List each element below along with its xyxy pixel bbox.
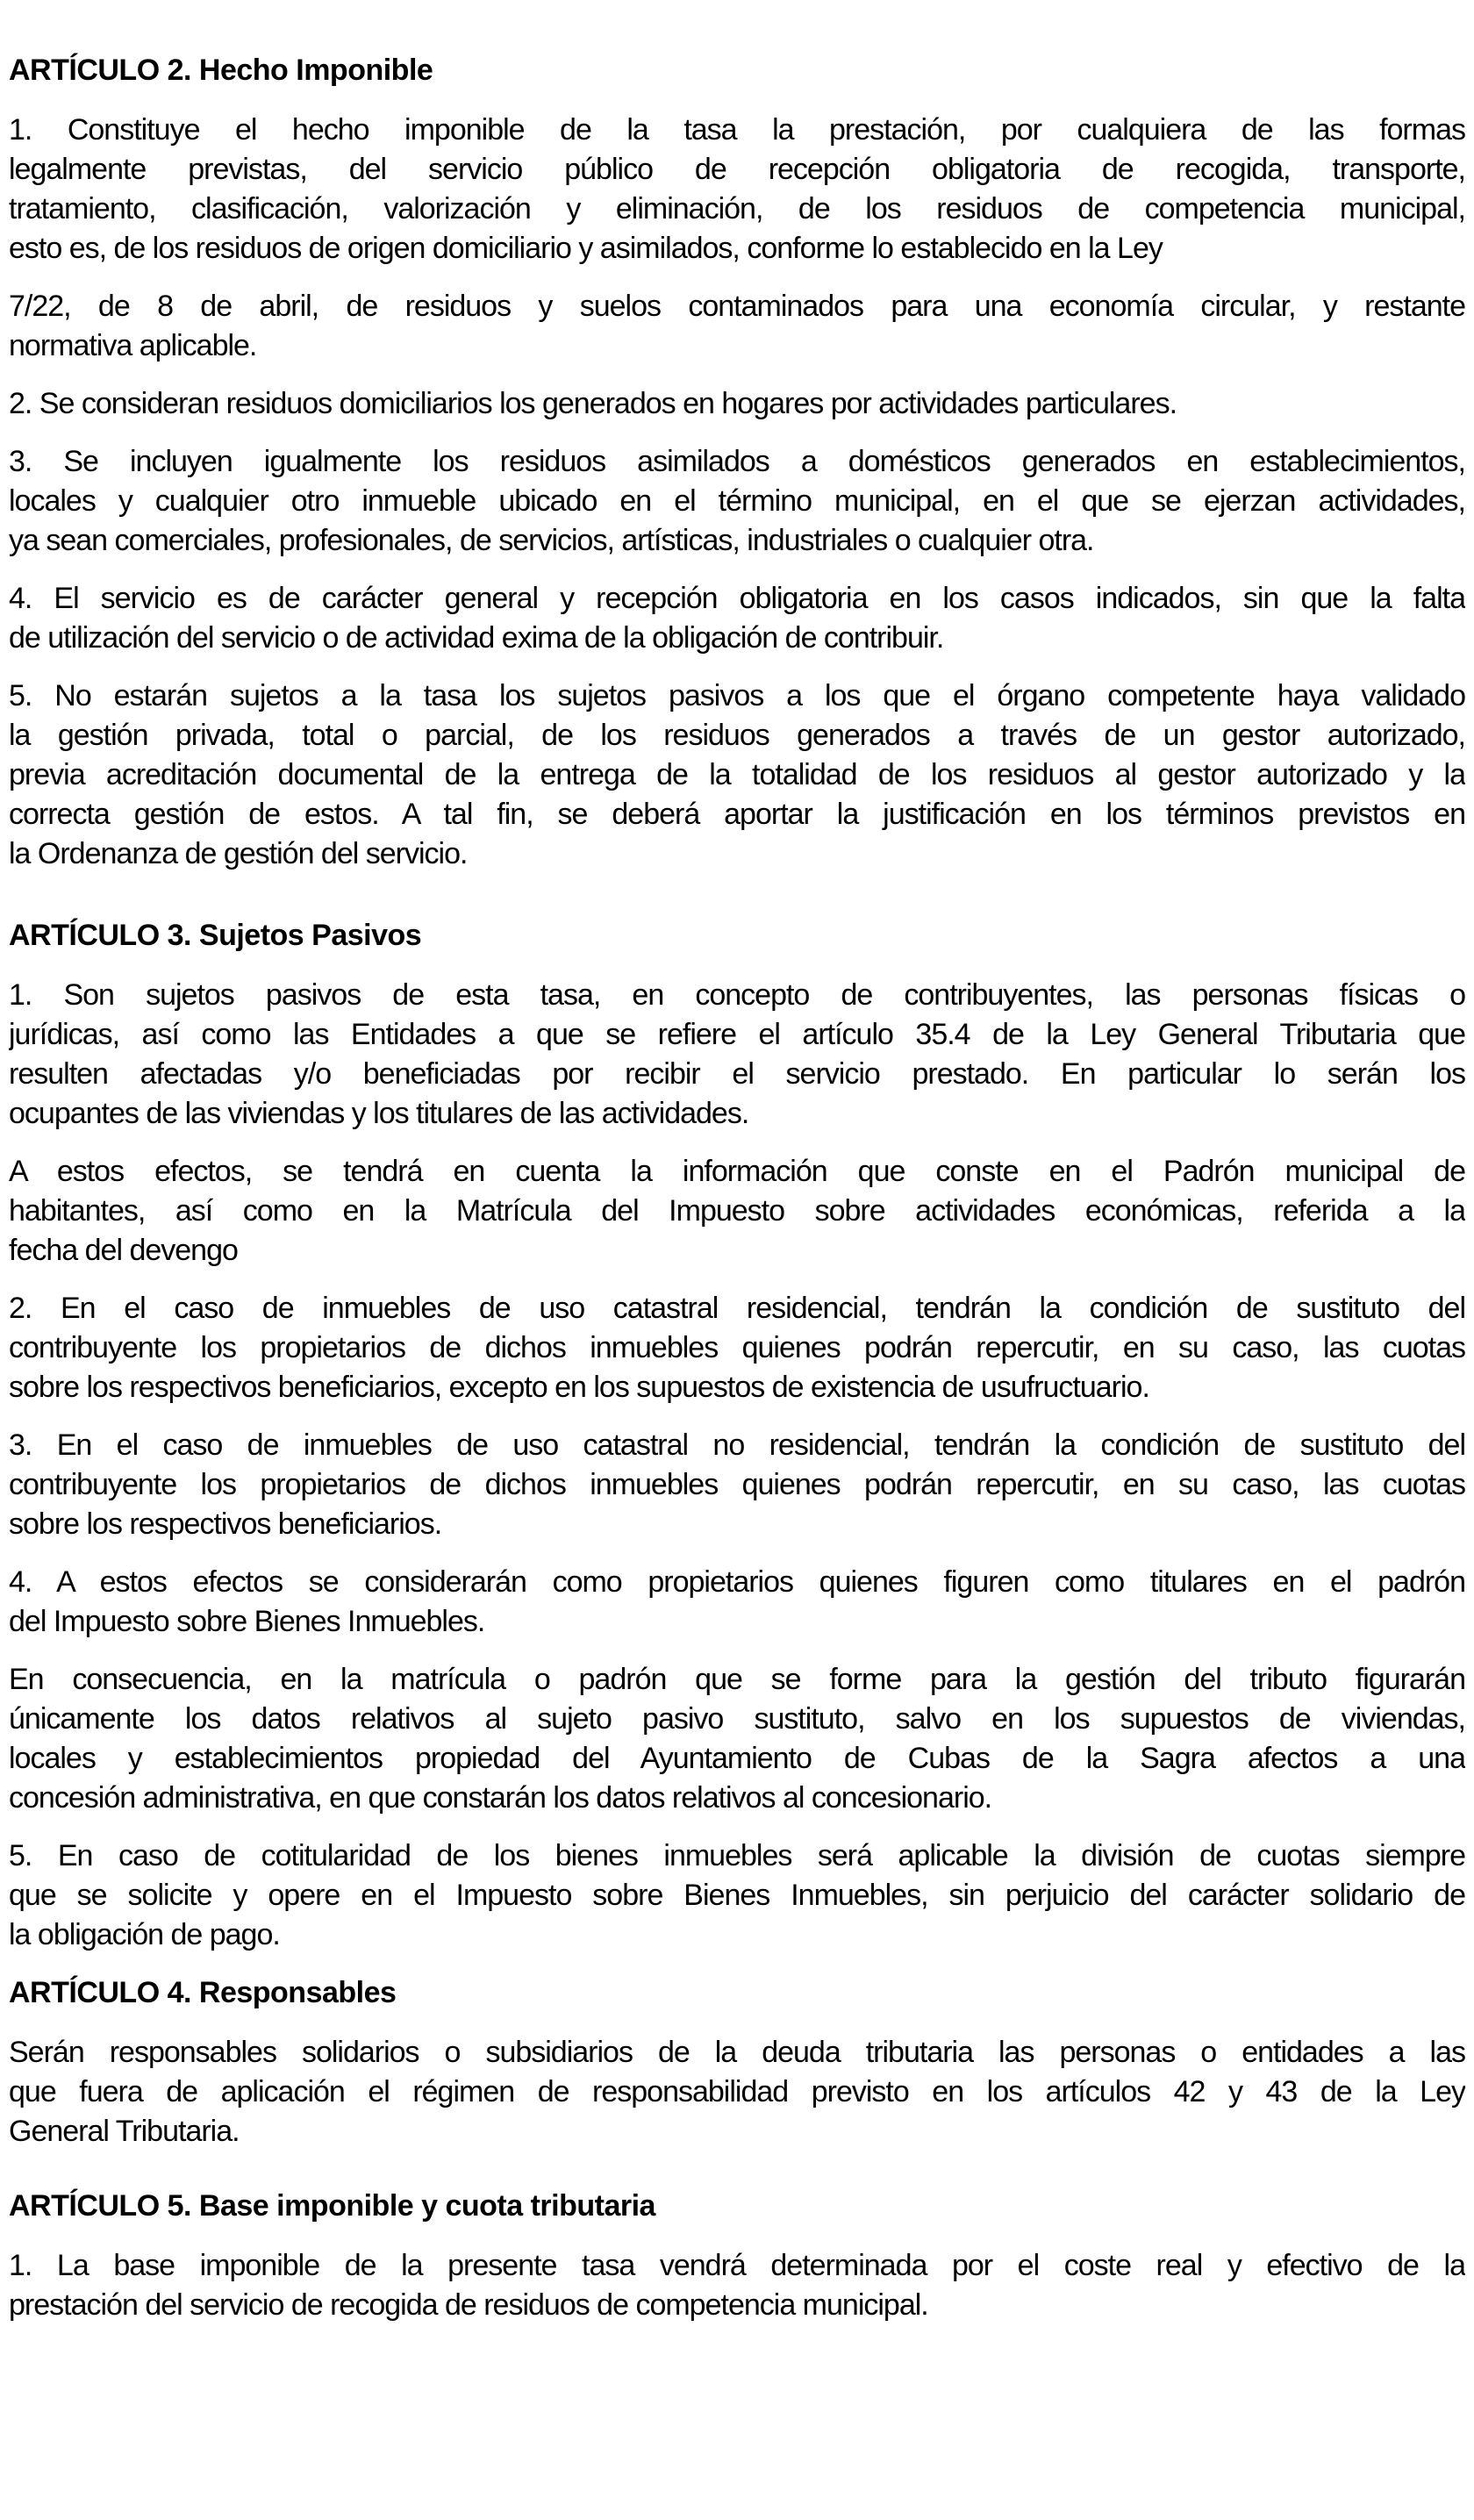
paragraph	[9, 677, 1465, 874]
text-line: ocupantes de las viviendas y los titulares de las actividades.	[9, 1097, 749, 1130]
text-line: 3. En el caso de inmuebles de uso catastral no residencial, tendrán la condición de sustituto del	[9, 1428, 1465, 1462]
text-line: 2. En el caso de inmuebles de uso catastral residencial, tendrán la condición de sustituto del	[9, 1292, 1465, 1325]
text-line: resulten afectadas y/o beneficiadas por recibir el servicio prestado. En particular lo serán los	[9, 1057, 1465, 1091]
text-line: que fuera de aplicación el régimen de responsabilidad previsto en los artículos 42 y 43 de la Ley	[9, 2075, 1465, 2108]
paragraph	[9, 2033, 1465, 2151]
text-line: sobre los respectivos beneficiarios.	[9, 1507, 442, 1541]
text-line: habitantes, así como en la Matrícula del Impuesto sobre actividades económicas, referida a la	[9, 1194, 1465, 1228]
paragraph	[9, 579, 1465, 658]
text-line: contribuyente los propietarios de dichos inmuebles quienes podrán repercutir, en su caso, las cuotas	[9, 1331, 1465, 1364]
text-line: 2. Se consideran residuos domiciliarios los generados en hogares por actividades particulares.	[9, 387, 1177, 420]
text-line: correcta gestión de estos. A tal fin, se deberá aportar la justificación en los términos previstos en	[9, 798, 1465, 831]
paragraph	[9, 976, 1465, 1134]
text-line: 1. Son sujetos pasivos de esta tasa, en concepto de contribuyentes, las personas físicas o	[9, 978, 1465, 1012]
article-heading-article-2: ARTÍCULO 2. Hecho Imponible	[9, 54, 433, 87]
text-line: 1. Constituye el hecho imponible de la tasa la prestación, por cualquiera de las formas	[9, 113, 1465, 147]
paragraph	[9, 1563, 1465, 1642]
text-line: jurídicas, así como las Entidades a que se refiere el artículo 35.4 de la Ley General Tributaria que	[9, 1018, 1465, 1051]
text-line: sobre los respectivos beneficiarios, excepto en los supuestos de existencia de usufructuario.	[9, 1371, 1149, 1404]
paragraph	[9, 1152, 1465, 1271]
text-line: legalmente previstas, del servicio público de recepción obligatoria de recogida, transporte,	[9, 153, 1465, 186]
text-line: locales y establecimientos propiedad del Ayuntamiento de Cubas de la Sagra afectos a una	[9, 1742, 1465, 1775]
paragraph	[9, 1660, 1465, 1818]
text-line: tratamiento, clasificación, valorización y eliminación, de los residuos de competencia municipal,	[9, 192, 1465, 226]
text-line: 7/22, de 8 de abril, de residuos y suelos contaminados para una economía circular, y restante	[9, 290, 1465, 323]
paragraph	[9, 1836, 1465, 1955]
text-line: únicamente los datos relativos al sujeto pasivo sustituto, salvo en los supuestos de viviendas,	[9, 1702, 1465, 1736]
text-line: 5. No estarán sujetos a la tasa los sujetos pasivos a los que el órgano competente haya validado	[9, 679, 1465, 712]
text-line: normativa aplicable.	[9, 329, 257, 362]
paragraph	[9, 1289, 1465, 1407]
text-line: de utilización del servicio o de actividad exima de la obligación de contribuir.	[9, 621, 944, 655]
text-line: 4. El servicio es de carácter general y recepción obligatoria en los casos indicados, sin que la falta	[9, 582, 1465, 615]
paragraph	[9, 1426, 1465, 1544]
text-line: contribuyente los propietarios de dichos inmuebles quienes podrán repercutir, en su caso, las cuotas	[9, 1468, 1465, 1501]
text-line: prestación del servicio de recogida de residuos de competencia municipal.	[9, 2288, 928, 2322]
text-line: ya sean comerciales, profesionales, de servicios, artísticas, industriales o cualquier otra.	[9, 524, 1094, 557]
text-line: esto es, de los residuos de origen domiciliario y asimilados, conforme lo establecido en la Ley	[9, 232, 1163, 265]
text-line: del Impuesto sobre Bienes Inmuebles.	[9, 1605, 485, 1638]
paragraph	[9, 2246, 1465, 2325]
paragraph	[9, 111, 1465, 268]
text-line: concesión administrativa, en que constarán los datos relativos al concesionario.	[9, 1781, 992, 1815]
text-line: locales y cualquier otro inmueble ubicado en el término municipal, en el que se ejerzan actividades,	[9, 484, 1465, 518]
text-line: 5. En caso de cotitularidad de los bienes inmuebles será aplicable la división de cuotas siempre	[9, 1839, 1465, 1872]
text-line: En consecuencia, en la matrícula o padrón que se forme para la gestión del tributo figurarán	[9, 1663, 1465, 1696]
text-line: fecha del devengo	[9, 1234, 238, 1267]
text-line: 4. A estos efectos se considerarán como propietarios quienes figuren como titulares en el padrón	[9, 1565, 1465, 1599]
text-line: General Tributaria.	[9, 2115, 240, 2148]
text-line: la Ordenanza de gestión del servicio.	[9, 837, 468, 870]
text-line: 1. La base imponible de la presente tasa vendrá determinada por el coste real y efectivo de la	[9, 2249, 1465, 2282]
article-heading-article-4: ARTÍCULO 4. Responsables	[9, 1976, 397, 2009]
text-line: previa acreditación documental de la entrega de la totalidad de los residuos al gestor autorizado y la	[9, 758, 1465, 791]
text-line: A estos efectos, se tendrá en cuenta la información que conste en el Padrón municipal de	[9, 1155, 1465, 1188]
article-heading-article-5: ARTÍCULO 5. Base imponible y cuota tributaria	[9, 2189, 655, 2223]
paragraph	[9, 287, 1465, 366]
paragraph	[9, 442, 1465, 561]
text-line: la obligación de pago.	[9, 1918, 280, 1951]
text-line: que se solicite y opere en el Impuesto sobre Bienes Inmuebles, sin perjuicio del carácter solidario de	[9, 1879, 1465, 1912]
text-line: Serán responsables solidarios o subsidiarios de la deuda tributaria las personas o entidades a las	[9, 2036, 1465, 2069]
paragraph	[9, 384, 1465, 424]
text-line: 3. Se incluyen igualmente los residuos asimilados a domésticos generados en establecimientos,	[9, 445, 1465, 478]
article-heading-article-3: ARTÍCULO 3. Sujetos Pasivos	[9, 919, 422, 952]
text-line: la gestión privada, total o parcial, de los residuos generados a través de un gestor autorizado,	[9, 719, 1465, 752]
